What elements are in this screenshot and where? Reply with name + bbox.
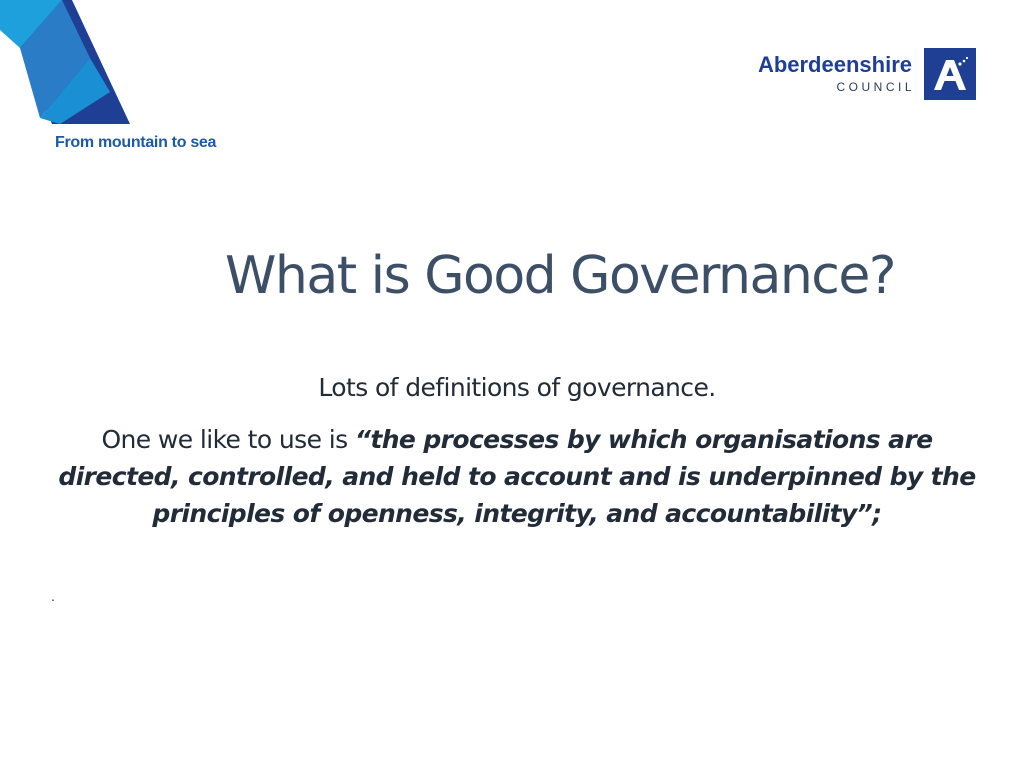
intro-text: Lots of definitions of governance. [318, 373, 716, 402]
council-subtitle: COUNCIL [836, 80, 915, 94]
council-wordmark [757, 52, 915, 96]
council-a-logo-icon [924, 48, 976, 100]
slide-title: What is Good Governance? [225, 246, 895, 306]
brand-tagline: From mountain to sea [55, 134, 217, 151]
council-logo [758, 48, 976, 100]
council-name: Aberdeenshire [757, 52, 912, 77]
definition-quote: “the processes by which organisations are directed, controlled, and held to account and is underpinned by the principles of openness, integrity, and accountability”; [58, 425, 976, 528]
definition-paragraph [50, 421, 984, 532]
brand-corner-graphic [0, 0, 140, 130]
stray-mark: . [51, 588, 55, 604]
definition-lead: One we like to use is [101, 425, 355, 454]
